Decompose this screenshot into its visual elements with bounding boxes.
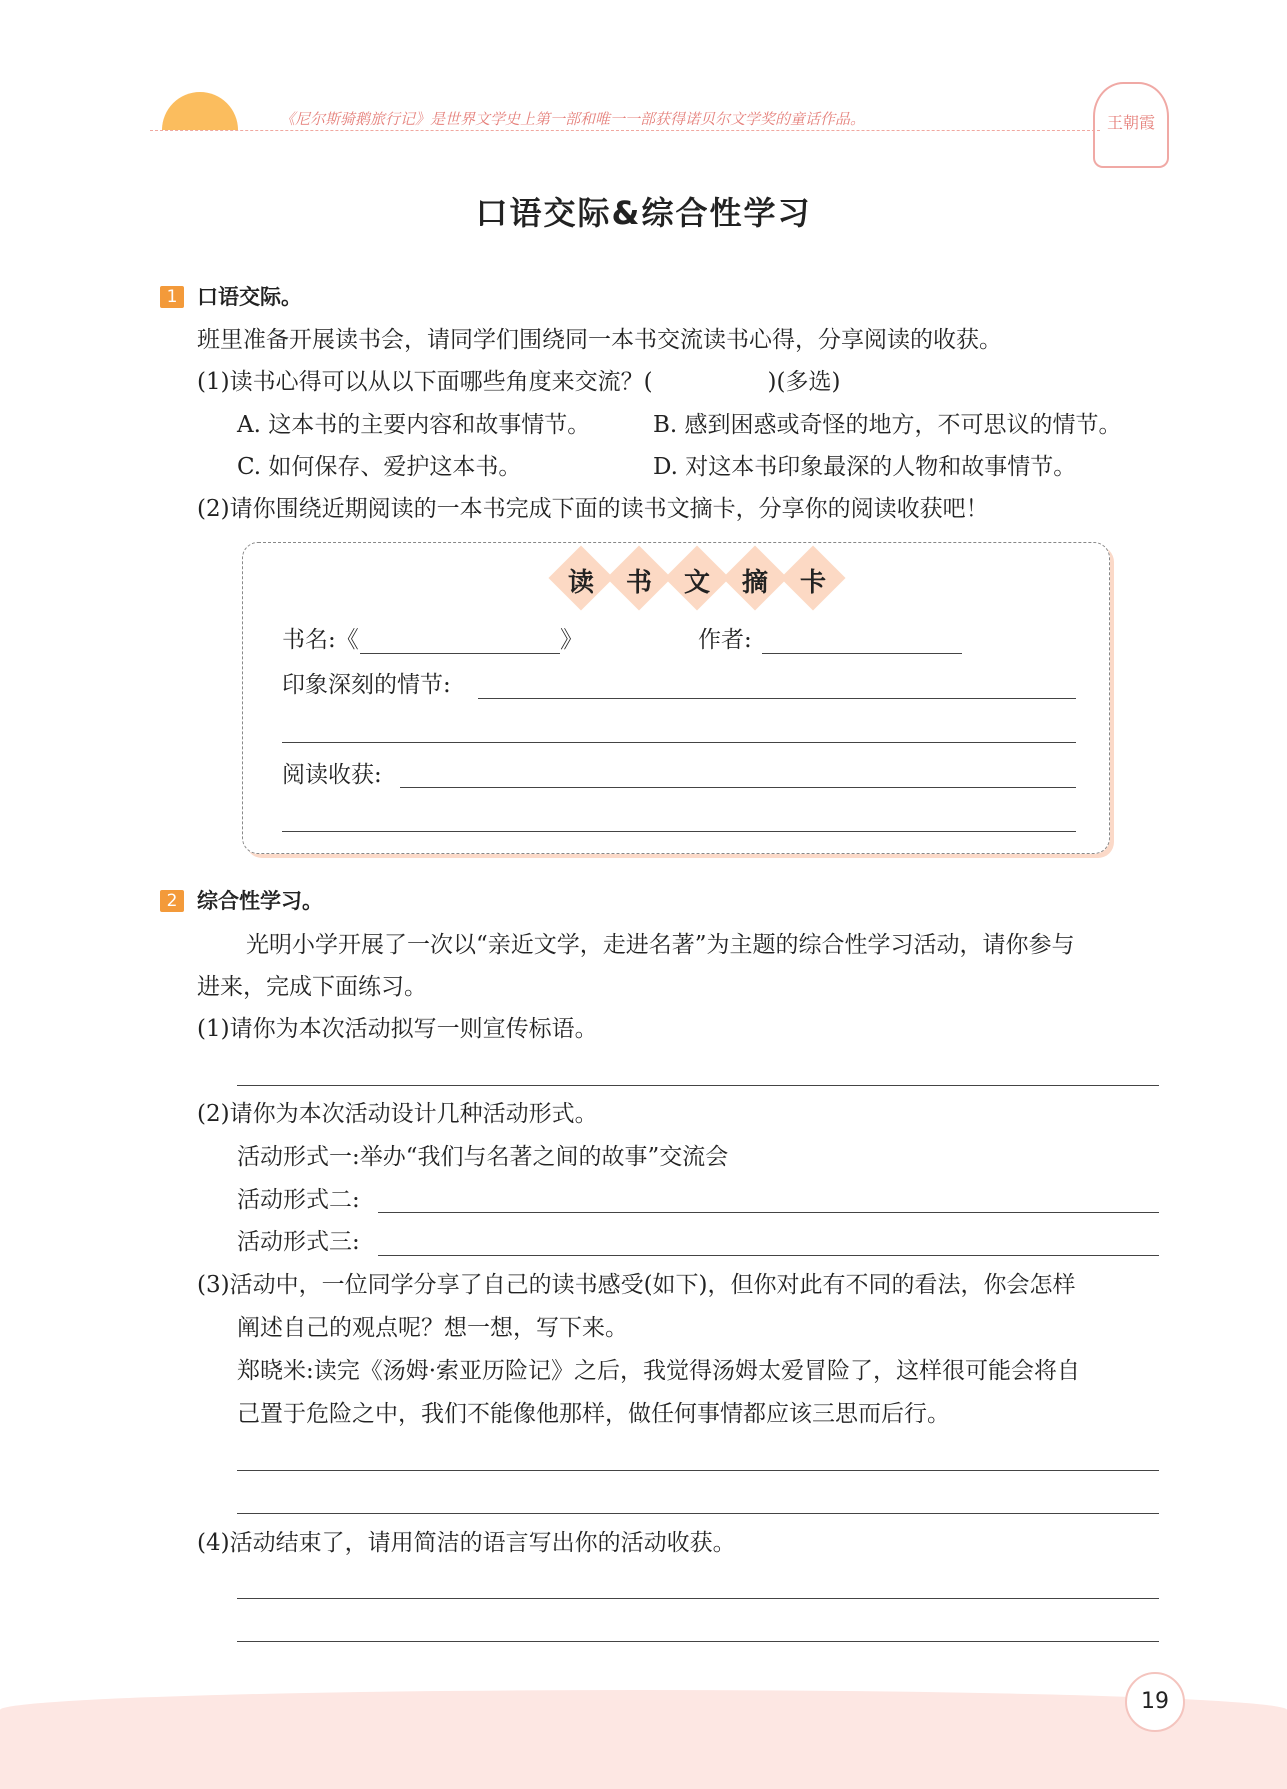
plot-field-line2[interactable] — [282, 742, 1076, 743]
answer-line[interactable] — [237, 1513, 1159, 1514]
section-number: 1 — [160, 286, 184, 308]
paragraph: 进来，完成下面练习。 — [197, 974, 427, 1000]
question: (1)请你为本次活动拟写一则宣传标语。 — [197, 1016, 598, 1042]
activity-form-3: 活动形式三: — [237, 1229, 360, 1255]
answer-line[interactable] — [378, 1212, 1159, 1213]
question: (1)读书心得可以从以下面哪些角度来交流？( )(多选) — [197, 369, 841, 395]
activity-form-1: 活动形式一:举办“我们与名著之间的故事”交流会 — [237, 1144, 729, 1170]
book-label: 书名:《 — [282, 627, 359, 653]
plot-label: 印象深刻的情节: — [282, 672, 451, 698]
activity-form-2: 活动形式二: — [237, 1187, 360, 1213]
card-title-char: 读 — [567, 568, 594, 598]
plot-field[interactable] — [478, 698, 1076, 699]
question: (2)请你为本次活动设计几种活动形式。 — [197, 1101, 598, 1127]
answer-line[interactable] — [237, 1470, 1159, 1471]
logo-stamp: 王朝霞 — [1093, 82, 1169, 168]
footer-decoration — [0, 1690, 1287, 1789]
gain-label: 阅读收获: — [282, 762, 382, 788]
section-heading: 口语交际。 — [197, 285, 302, 309]
header-banner-text: 《尼尔斯骑鹅旅行记》是世界文学史上第一部和唯一一部获得诺贝尔文学奖的童话作品。 — [280, 110, 866, 128]
author-field[interactable] — [762, 653, 962, 654]
paragraph: 光明小学开展了一次以“亲近文学，走进名著”为主题的综合性学习活动，请你参与 — [246, 932, 1075, 958]
book-close: 》 — [560, 627, 583, 653]
header-divider — [150, 130, 1100, 131]
answer-line[interactable] — [237, 1085, 1159, 1086]
section-number: 2 — [160, 890, 184, 912]
question: (2)请你围绕近期阅读的一本书完成下面的读书文摘卡，分享你的阅读收获吧！ — [197, 496, 989, 522]
card-title-char: 书 — [625, 568, 652, 598]
book-name-field[interactable] — [360, 653, 560, 654]
option-b: B. 感到困惑或奇怪的地方，不可思议的情节。 — [653, 412, 1122, 438]
page-number: 19 — [1125, 1672, 1185, 1732]
quote: 郑晓米:读完《汤姆·索亚历险记》之后，我觉得汤姆太爱冒险了，这样很可能会将自 — [237, 1358, 1081, 1384]
option-c: C. 如何保存、爱护这本书。 — [237, 454, 522, 480]
answer-line[interactable] — [237, 1641, 1159, 1642]
option-a: A. 这本书的主要内容和故事情节。 — [237, 412, 591, 438]
answer-line[interactable] — [237, 1598, 1159, 1599]
question: (3)活动中，一位同学分享了自己的读书感受(如下)，但你对此有不同的看法，你会怎样 — [197, 1272, 1076, 1298]
card-title-char: 文 — [683, 568, 710, 598]
page-title: 口语交际&综合性学习 — [475, 194, 812, 232]
answer-line[interactable] — [378, 1255, 1159, 1256]
gain-field-line2[interactable] — [282, 831, 1076, 832]
card-title-char: 摘 — [741, 568, 768, 598]
gain-field[interactable] — [400, 787, 1076, 788]
option-d: D. 对这本书印象最深的人物和故事情节。 — [653, 454, 1077, 480]
paragraph: 班里准备开展读书会，请同学们围绕同一本书交流读书心得，分享阅读的收获。 — [197, 327, 1002, 353]
question: (4)活动结束了，请用简洁的语言写出你的活动收获。 — [197, 1530, 736, 1556]
section-heading: 综合性学习。 — [197, 889, 323, 913]
card-title-char: 卡 — [799, 568, 826, 598]
quote: 己置于危险之中，我们不能像他那样，做任何事情都应该三思而后行。 — [237, 1401, 950, 1427]
question: 阐述自己的观点呢？想一想，写下来。 — [237, 1315, 628, 1341]
author-label: 作者: — [698, 627, 752, 653]
